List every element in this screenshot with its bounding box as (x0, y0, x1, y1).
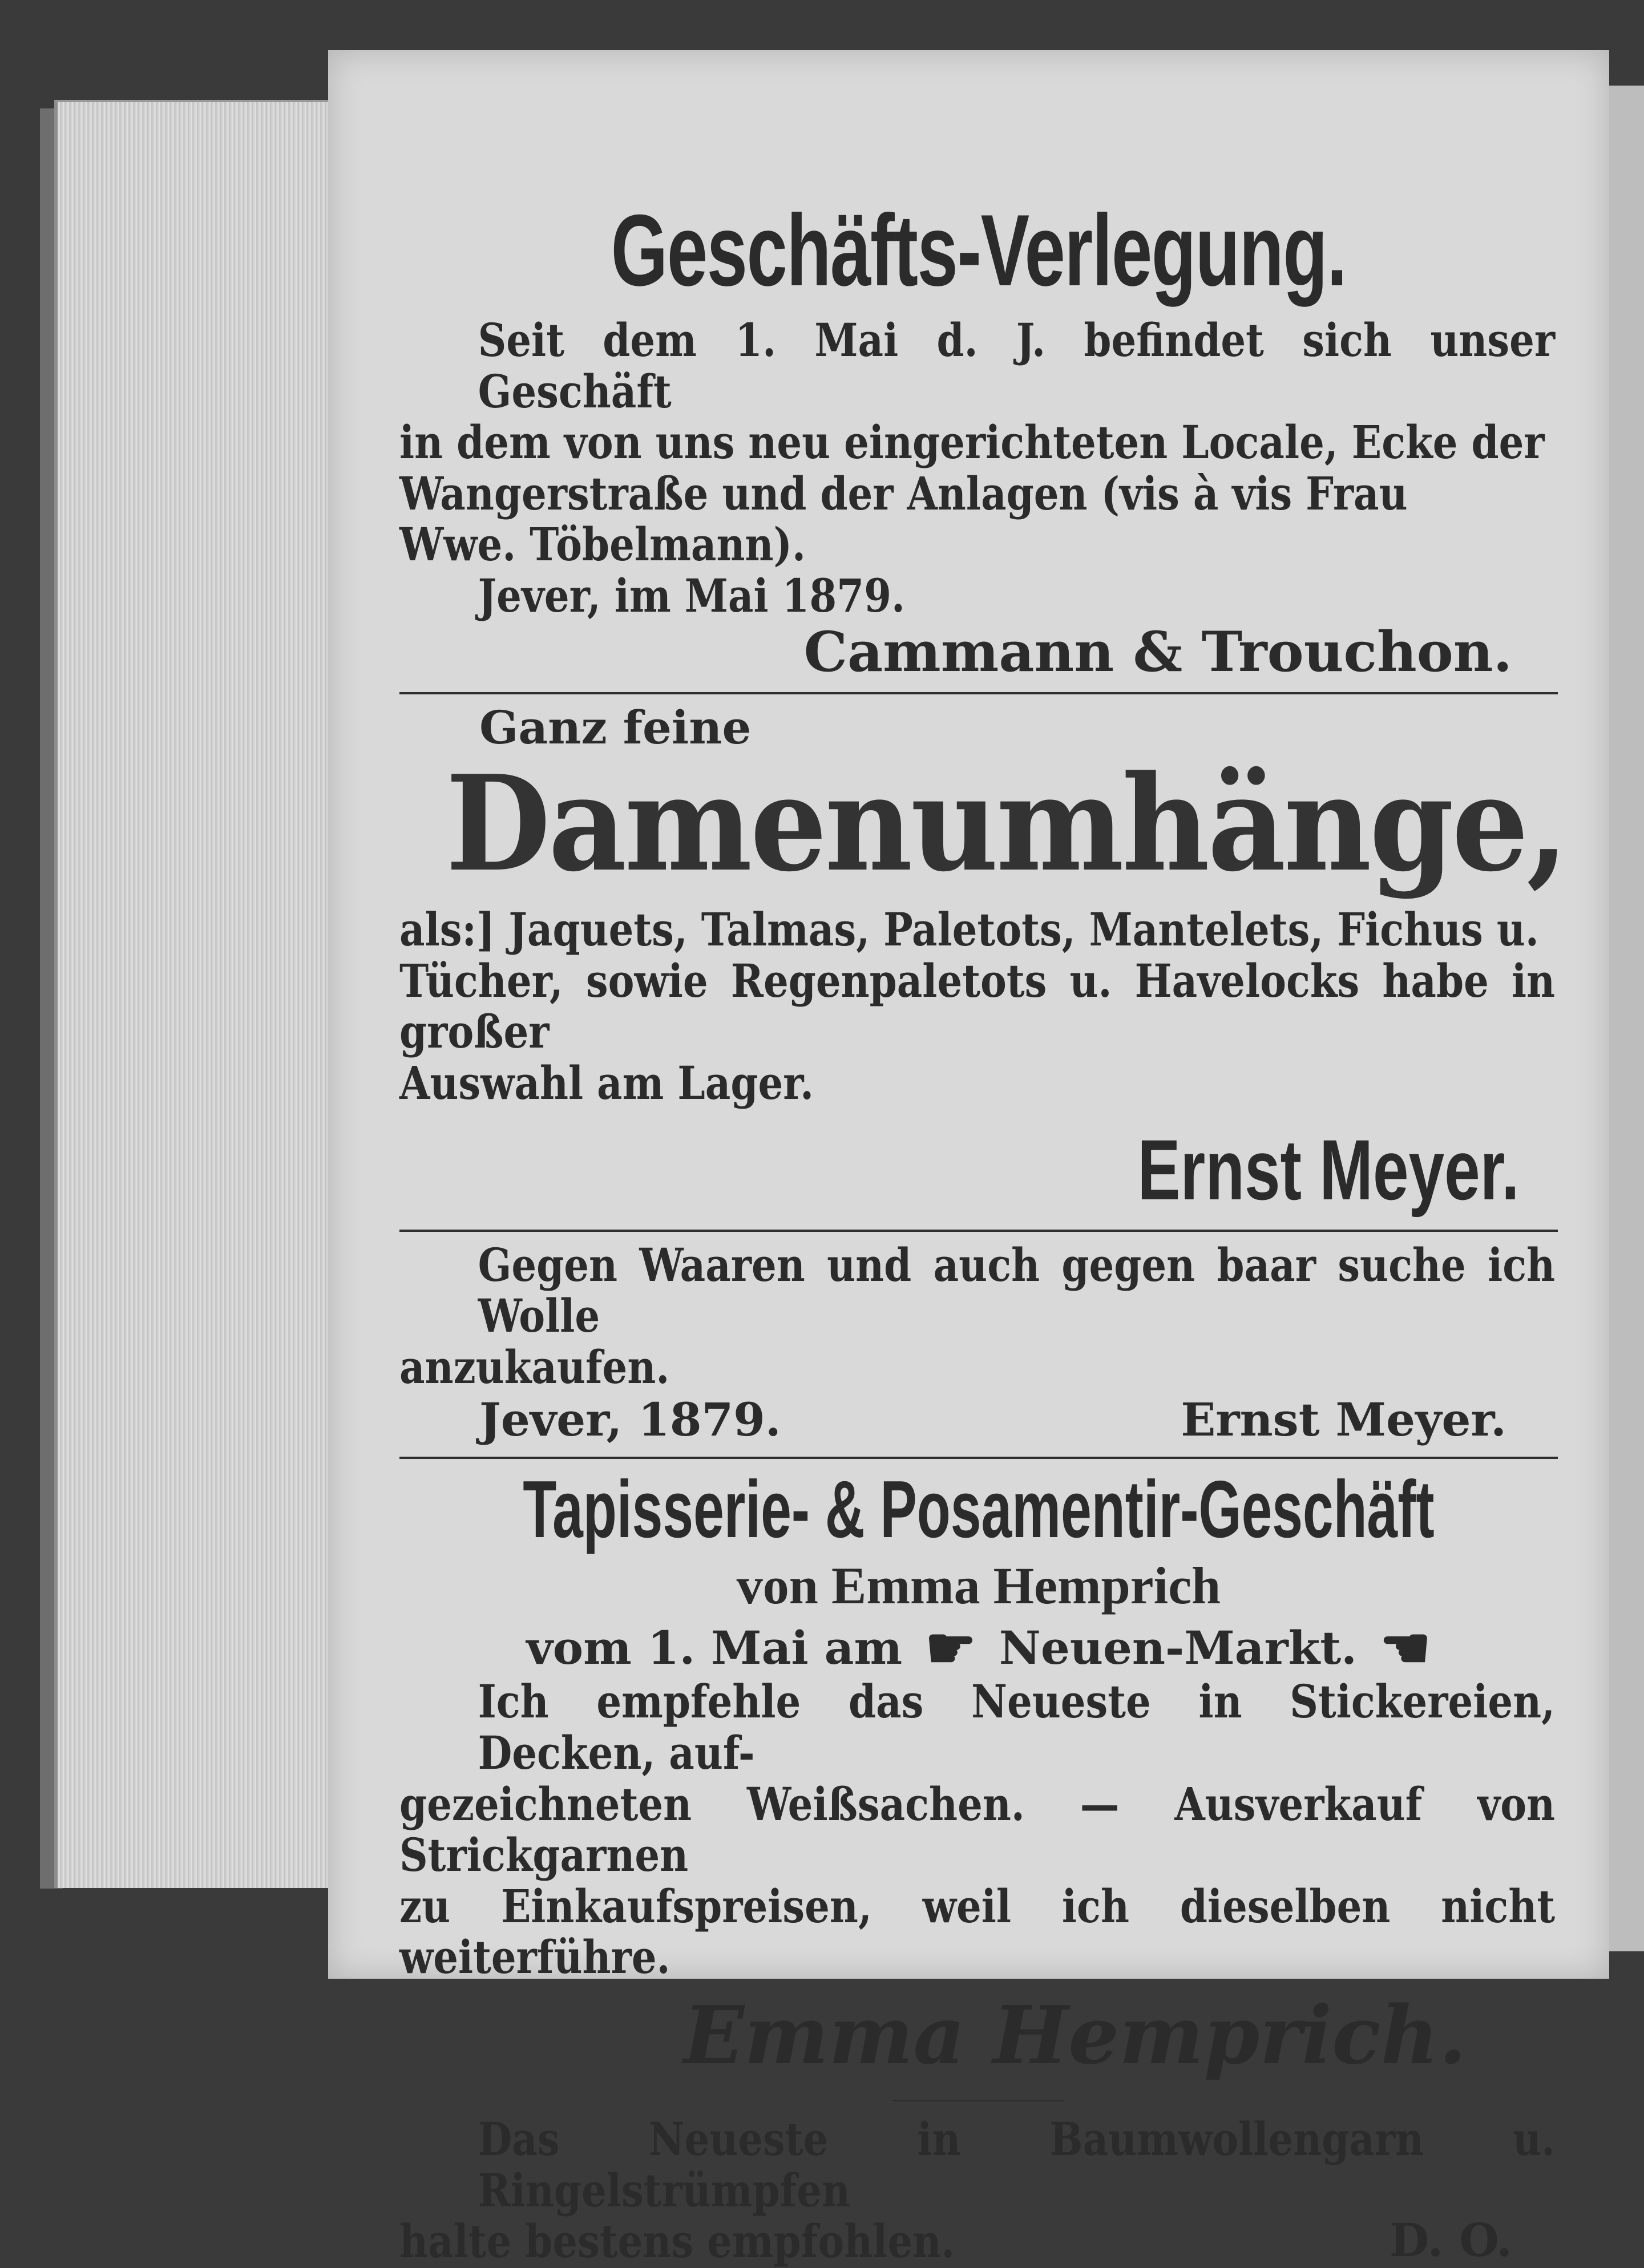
divider-rule-short (893, 2100, 1064, 2101)
ad2-intro: Ganz feine (479, 701, 752, 755)
ad2-headline: Damenumhänge, (446, 747, 1567, 901)
ad1-body (399, 315, 1555, 622)
ad2-signature: Ernst Meyer. (1137, 1121, 1520, 1218)
ad3-signature: Ernst Meyer. (1181, 1393, 1506, 1447)
ad5-line: Das Neueste in Baumwollengarn u. Ringelstrümpfen (478, 2112, 1556, 2217)
ad-wolle (399, 1240, 1558, 1447)
ad4-location-line (399, 1614, 1558, 1682)
ad4-vom-prefix: vom 1. Mai am (526, 1621, 903, 1675)
ad1-line: in dem von uns neu eingerichteten Locale, Ecke der (399, 415, 1545, 470)
ad5-line: halte bestens empfohlen. (399, 2214, 955, 2268)
ad4-line: gezeichneten Weißsachen. — Ausverkauf von Strickgarnen (399, 1777, 1556, 1882)
ad4-body (399, 1676, 1555, 1983)
ad1-headline: Geschäfts-Verlegung. (611, 193, 1347, 307)
ad3-line: anzukaufen. (399, 1340, 670, 1394)
divider-rule (399, 1457, 1558, 1459)
pointing-hand-left-icon: ☚ (1380, 1614, 1431, 1682)
ad2-line: Tücher, sowie Regenpaletots u. Havelocks habe in großer (399, 953, 1556, 1059)
advertisement-column (399, 193, 1567, 2268)
ad-baumwollengarn (399, 2112, 1558, 2268)
ad4-vom-suffix: Neuen-Markt. (999, 1621, 1358, 1675)
ad4-headline: Tapisserie- & Posamentir-Geschäft (523, 1464, 1435, 1555)
adjacent-page-edge (1609, 86, 1644, 1951)
ad1-line: Wwe. Töbelmann). (399, 518, 806, 572)
ad4-line: zu Einkaufspreisen, weil ich dieselben nicht weiterführe. (399, 1879, 1556, 1984)
ad1-line: Wangerstraße und der Anlagen (vis à vis Frau (399, 466, 1408, 520)
ad3-body (399, 1240, 1555, 1393)
ad-geschaefts-verlegung (399, 193, 1558, 684)
ad4-subheadline: von Emma Hemprich (736, 1557, 1221, 1615)
divider-rule (399, 1230, 1558, 1232)
ad3-footer (399, 1393, 1558, 1446)
ad3-place-date: Jever, 1879. (479, 1393, 781, 1447)
pointing-hand-right-icon: ☛ (925, 1614, 976, 1682)
ad-damenumhaenge (399, 701, 1567, 1219)
ad5-signature: D. O. (1389, 2213, 1512, 2267)
ad3-line: Gegen Waaren und auch gegen baar suche ich Wolle (478, 1238, 1556, 1343)
ad-tapisserie (399, 1464, 1558, 2083)
ad4-line: Ich empfehle das Neueste in Stickereien, Decken, auf- (478, 1675, 1556, 1780)
ad5-body (399, 2114, 1555, 2267)
ad1-place-date: Jever, im Mai 1879. (478, 568, 905, 622)
ad4-signature: Emma Hemprich. (683, 1988, 1467, 2083)
ad1-line: Seit dem 1. Mai d. J. befindet sich unser Geschäft (478, 313, 1556, 418)
divider-rule (399, 692, 1558, 694)
ad2-body (399, 904, 1555, 1109)
ad1-signature: Cammann & Trouchon. (803, 619, 1512, 684)
ad2-line: als:] Jaquets, Talmas, Paletots, Mantelets, Fichus u. (399, 903, 1539, 957)
book-page-edges (54, 100, 343, 1888)
ad2-line: Auswahl am Lager. (399, 1056, 814, 1110)
